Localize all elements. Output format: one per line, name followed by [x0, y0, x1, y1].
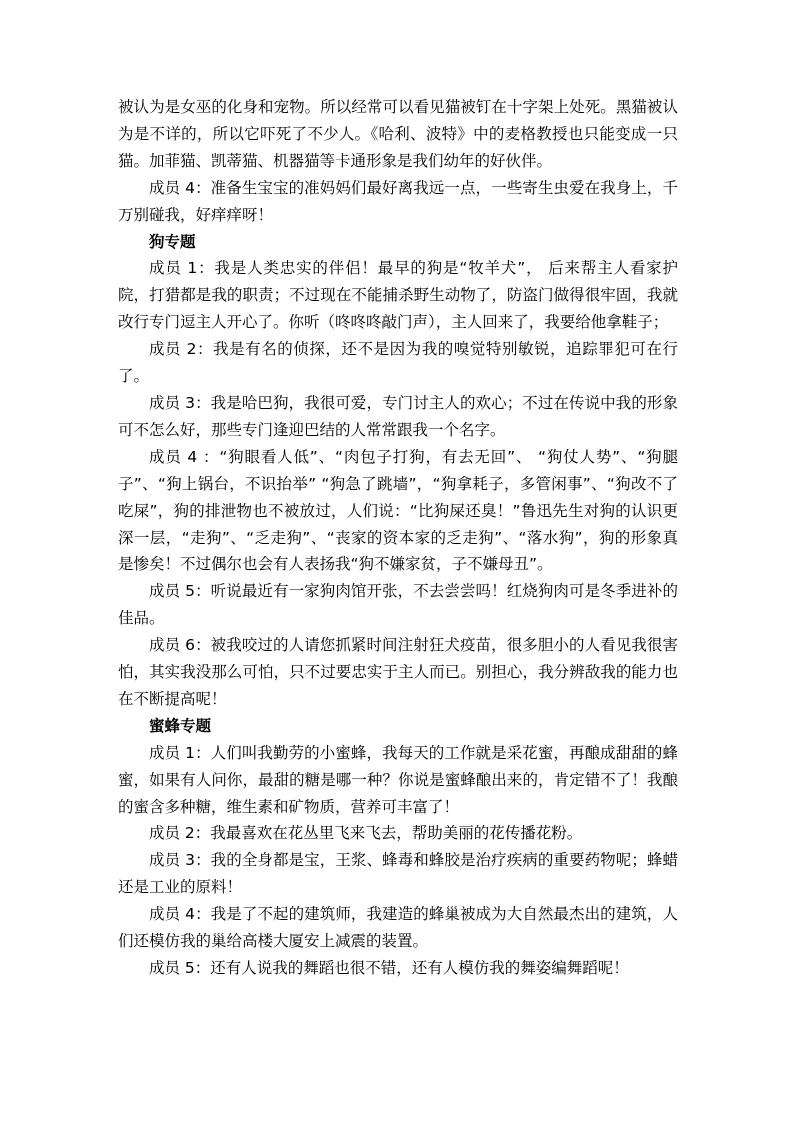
document-page [118, 94, 678, 982]
dog-section-heading: 狗专题 [149, 232, 196, 251]
bee-member-4-paragraph: 成员 4：我是了不起的建筑师，我建造的蜂巢被成为大自然最杰出的建筑，人们还模仿我的巢给高楼大厦安上减震的装置。 [118, 905, 678, 951]
dog-member-5-paragraph: 成员 5：听说最近有一家狗肉馆开张，不去尝尝吗！红烧狗肉可是冬季进补的佳品。 [118, 582, 678, 628]
bee-member-1-paragraph: 成员 1：人们叫我勤劳的小蜜蜂，我每天的工作就是采花蜜，再酿成甜甜的蜂蜜，如果有人问你，最甜的糖是哪一种？你说是蜜蜂酿出来的，肯定错不了！我酿的蜜含多种糖，维生素和矿物质，营养可丰富了！ [118, 743, 678, 816]
bee-member-5-paragraph: 成员 5：还有人说我的舞蹈也很不错，还有人模仿我的舞姿编舞蹈呢！ [149, 959, 629, 977]
bee-member-2-paragraph: 成员 2：我最喜欢在花丛里飞来飞去，帮助美丽的花传播花粉。 [149, 824, 583, 843]
dog-member-4-paragraph: 成员 4 ：“狗眼看人低”、“肉包子打狗，有去无回”、 “狗仗人势”、“狗腿子”、“狗上锅台，不识抬举” “狗急了跳墙”，“狗拿耗子，多管闲事”、“狗改不了吃屎”，狗的排泄物也不被放过，人们说：“比狗屎还臭！”鲁迅先生对狗的认识更深一层，“走狗”、“乏走狗”、“丧家的资本家的乏走狗”、“落水狗”，狗的形象真是惨矣！不过偶尔也会有人表扬我“狗不嫌家贫，子不嫌母丑”。 [118, 447, 678, 574]
bee-member-3-paragraph: 成员 3：我的全身都是宝，王浆、蜂毒和蜂胶是治疗疾病的重要药物呢；蜂蜡还是工业的原料！ [118, 851, 678, 897]
cat-member-4-paragraph: 成员 4：准备生宝宝的准妈妈们最好离我远一点，一些寄生虫爱在我身上，千万别碰我，好痒痒呀！ [118, 178, 678, 224]
dog-member-3-paragraph: 成员 3：我是哈巴狗，我很可爱，专门讨主人的欢心；不过在传说中我的形象可不怎么好，那些专门逢迎巴结的人常常跟我一个名字。 [118, 393, 678, 439]
bee-section-heading: 蜜蜂专题 [149, 716, 212, 735]
dog-member-6-paragraph: 成员 6：被我咬过的人请您抓紧时间注射狂犬疫苗，很多胆小的人看见我很害怕，其实我没那么可怕，只不过要忠实于主人而已。别担心，我分辨敌我的能力也在不断提高呢！ [118, 636, 678, 708]
cat-paragraph-continued: 被认为是女巫的化身和宠物。所以经常可以看见猫被钉在十字架上处死。黑猫被认为是不详的，所以它吓死了不少人。《哈利、波特》中的麦格教授也只能变成一只猫。加菲猫、凯蒂猫、机器猫等卡通形象是我们幼年的好伙伴。 [118, 98, 678, 170]
dog-member-1-paragraph: 成员 1：我是人类忠实的伴侣！最早的狗是“牧羊犬”， 后来帮主人看家护院，打猎都是我的职责；不过现在不能捕杀野生动物了，防盗门做得很牢固，我就改行专门逗主人开心了。你听（咚咚咚敲门声），主人回来了，我要给他拿鞋子； [118, 259, 678, 332]
dog-member-2-paragraph: 成员 2：我是有名的侦探，还不是因为我的嗅觉特别敏锐，追踪罪犯可在行了。 [118, 340, 678, 386]
